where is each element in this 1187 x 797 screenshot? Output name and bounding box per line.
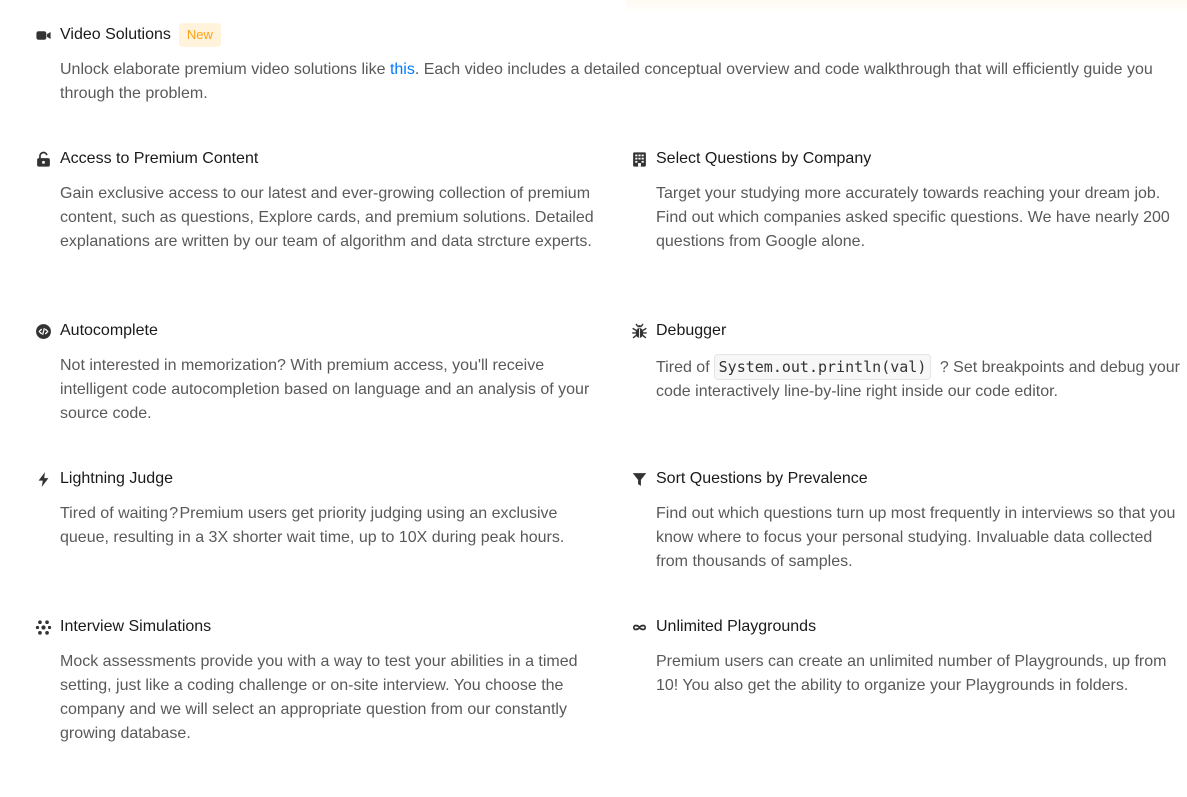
infinity-icon xyxy=(630,618,648,636)
lightning-icon xyxy=(34,470,52,488)
feature-title: Interview Simulations xyxy=(60,618,212,635)
feature-autocomplete xyxy=(60,318,595,426)
feature-interview-simulations xyxy=(60,614,595,746)
feature-title: Autocomplete xyxy=(60,322,158,339)
feature-premium-content xyxy=(60,146,595,254)
bug-icon xyxy=(630,322,648,340)
feature-video-solutions xyxy=(60,22,1185,106)
new-badge: New xyxy=(179,23,221,47)
feature-desc: Tired of System.out.println(val) ? Set breakpoints and debug your code interactively line-by-line right inside our code editor. xyxy=(656,354,1184,404)
feature-title: Lightning Judge xyxy=(60,470,173,487)
feature-prevalence xyxy=(656,466,1184,574)
feature-desc: Not interested in memorization? With premium access, you'll receive intelligent code autocompletion based on language and an analysis of your source code. xyxy=(60,357,590,422)
feature-desc: Find out which questions turn up most frequently in interviews so that you know where to focus your personal studying. Invaluable data collected from thousands of samples. xyxy=(656,505,1176,570)
feature-title: Sort Questions by Prevalence xyxy=(656,470,868,487)
feature-lightning-judge xyxy=(60,466,595,550)
code-snippet: System.out.println(val) xyxy=(714,354,932,380)
people-icon xyxy=(34,618,52,636)
feature-desc: Gain exclusive access to our latest and ever-growing collection of premium content, such as questions, Explore cards, and premium solutions. Detailed explanations are written by our team of algorithm and data strcture experts. xyxy=(60,185,594,250)
feature-desc: Unlock elaborate premium video solutions like this. Each video includes a detailed conceptual overview and code walkthrough that will efficiently guide you through the problem. xyxy=(60,61,1153,102)
feature-title: Select Questions by Company xyxy=(656,150,872,167)
feature-title: Access to Premium Content xyxy=(60,150,259,167)
video-icon xyxy=(34,26,52,44)
feature-desc: Target your studying more accurately towards reaching your dream job. Find out which companies asked specific questions. We have nearly 200 questions from Google alone. xyxy=(656,185,1170,250)
feature-debugger xyxy=(656,318,1184,404)
feature-unlimited-playgrounds xyxy=(656,614,1184,698)
feature-desc: Tired of waiting ? Premium users get priority judging using an exclusive queue, resulting in a 3X shorter wait time, up to 10X during peak hours. xyxy=(60,505,565,546)
feature-title: Debugger xyxy=(656,322,727,339)
code-icon xyxy=(34,322,52,340)
feature-title: Unlimited Playgrounds xyxy=(656,618,817,635)
feature-company xyxy=(656,146,1184,254)
unlock-icon xyxy=(34,150,52,168)
filter-icon xyxy=(630,470,648,488)
feature-title: Video Solutions xyxy=(60,26,171,43)
top-glow xyxy=(626,0,1187,12)
feature-desc: Mock assessments provide you with a way to test your abilities in a timed setting, just like a coding challenge or on-site interview. You choose the company and we will select an appropriate question from our constantly growing database. xyxy=(60,653,578,742)
video-example-link[interactable]: this xyxy=(389,61,415,78)
building-icon xyxy=(630,150,648,168)
feature-desc: Premium users can create an unlimited number of Playgrounds, up from 10! You also get the ability to organize your Playgrounds in folders. xyxy=(656,653,1167,694)
